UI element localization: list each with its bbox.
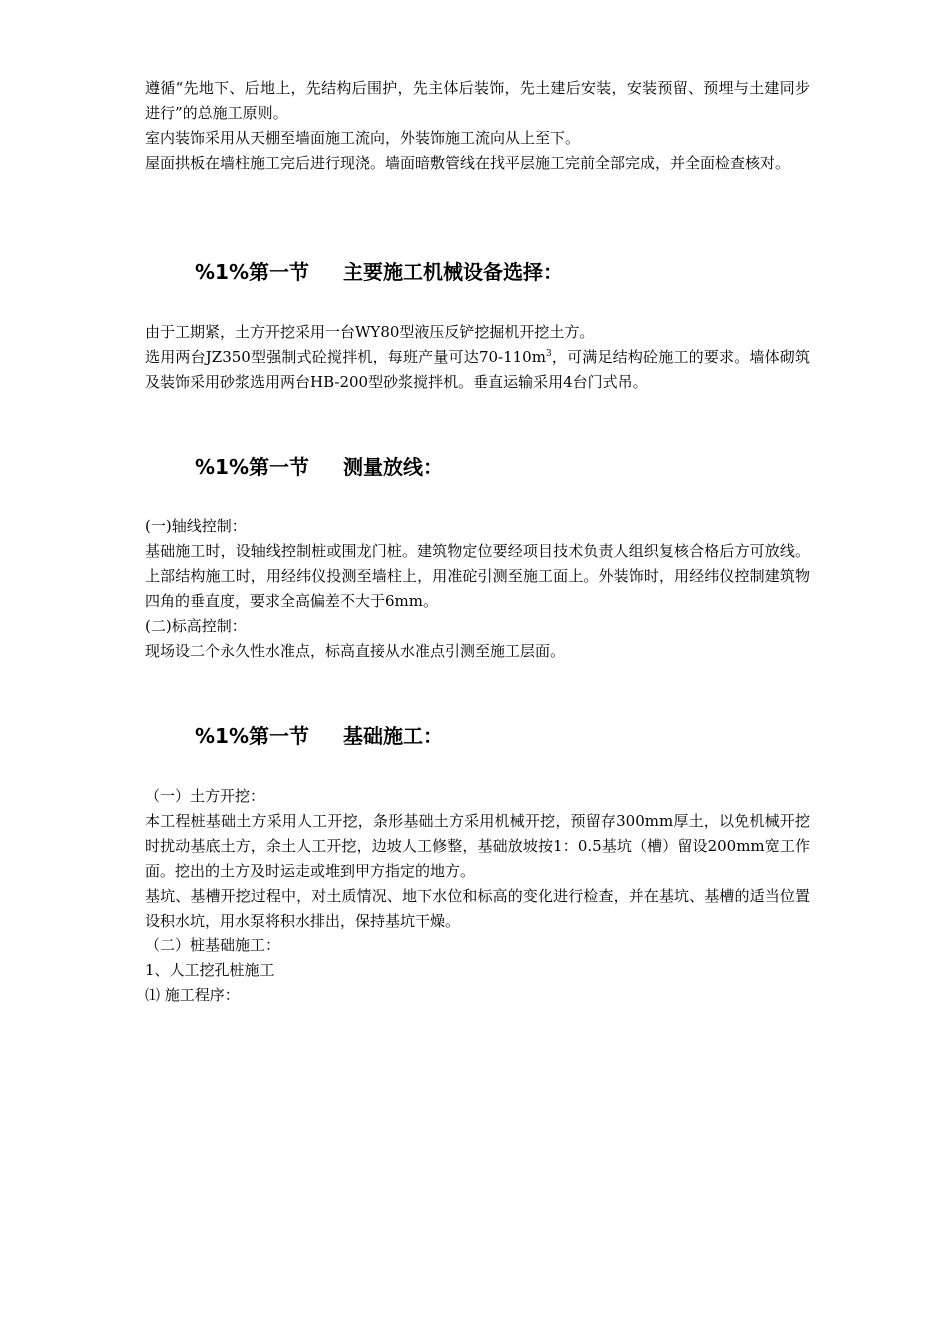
foundation-subheading-pile: （二）桩基础施工： [145,936,281,954]
section-heading-survey [195,454,443,480]
intro-paragraph-roof: 屋面拱板在墙柱施工完后进行现浇。墙面暗敷管线在找平层施工完前全部完成，并全面检查核对。 [145,154,791,172]
intro-paragraph-decoration-flow: 室内装饰采用从天棚至墙面施工流向，外装饰施工流向从上至下。 [145,129,581,147]
section-heading-machinery [195,259,563,285]
machinery-paragraph-excavator: 由于工期紧，土方开挖采用一台WY80型液压反铲挖掘机开挖土方。 [145,323,595,341]
foundation-paragraph-excavation: 本工程桩基础土方采用人工开挖，条形基础土方采用机械开挖，预留存300mm厚土，以免机械开挖时扰动基底土方，余土人工开挖，边坡人工修整，基础放坡按1：0.5基坑（槽）留设200mm宽工作面。挖出的土方及时运走或堆到甲方指定的地方。 [145,812,810,880]
foundation-subheading-excavation: （一）土方开挖： [145,787,266,805]
survey-subheading-axis: (一)轴线控制： [145,517,247,535]
section-title: 主要施工机械设备选择： [343,260,563,284]
intro-paragraph-principle: 遵循“先地下、后地上，先结构后围护，先主体后装饰，先土建后安装，安装预留、预埋与土建同步进行”的总施工原则。 [145,79,810,122]
machinery-paragraph-mixers: 选用两台JZ350型强制式砼搅拌机，每班产量可达$70-110m^3$，可满足结构砼施工的要求。墙体砌筑及装饰采用砂浆选用两台HB-200型砂浆搅拌机。垂直运输采用4台门式吊。 [145,348,811,391]
section-title: 测量放线： [343,455,443,479]
foundation-list-item-manual-pile: 1、人工挖孔桩施工 [145,961,275,979]
section-heading-foundation [195,723,443,749]
superscript: 3 [545,349,552,359]
survey-subheading-elevation: (二)标高控制： [145,617,247,635]
section-number: %1%第一节 [195,260,309,284]
foundation-paragraph-pit-inspection: 基坑、基槽开挖过程中，对土质情况、地下水位和标高的变化进行检查，并在基坑、基槽的适当位置设积水坑，用水泵将积水排出，保持基坑干燥。 [145,887,810,930]
survey-paragraph-axis: 基础施工时，设轴线控制桩或围龙门桩。建筑物定位要经项目技术负责人组织复核合格后方可放线。上部结构施工时，用经纬仪投测至墙柱上，用准砣引测至施工面上。外装饰时，用经纬仪控制建筑物四角的垂直度，要求全高偏差不大于6mm。 [145,542,810,610]
foundation-list-item-procedure: ⑴ 施工程序： [145,986,240,1004]
section-title: 基础施工： [343,724,443,748]
section-number: %1%第一节 [195,724,309,748]
survey-paragraph-elevation: 现场设二个永久性水准点，标高直接从水准点引测至施工层面。 [145,642,566,660]
section-number: %1%第一节 [195,455,309,479]
